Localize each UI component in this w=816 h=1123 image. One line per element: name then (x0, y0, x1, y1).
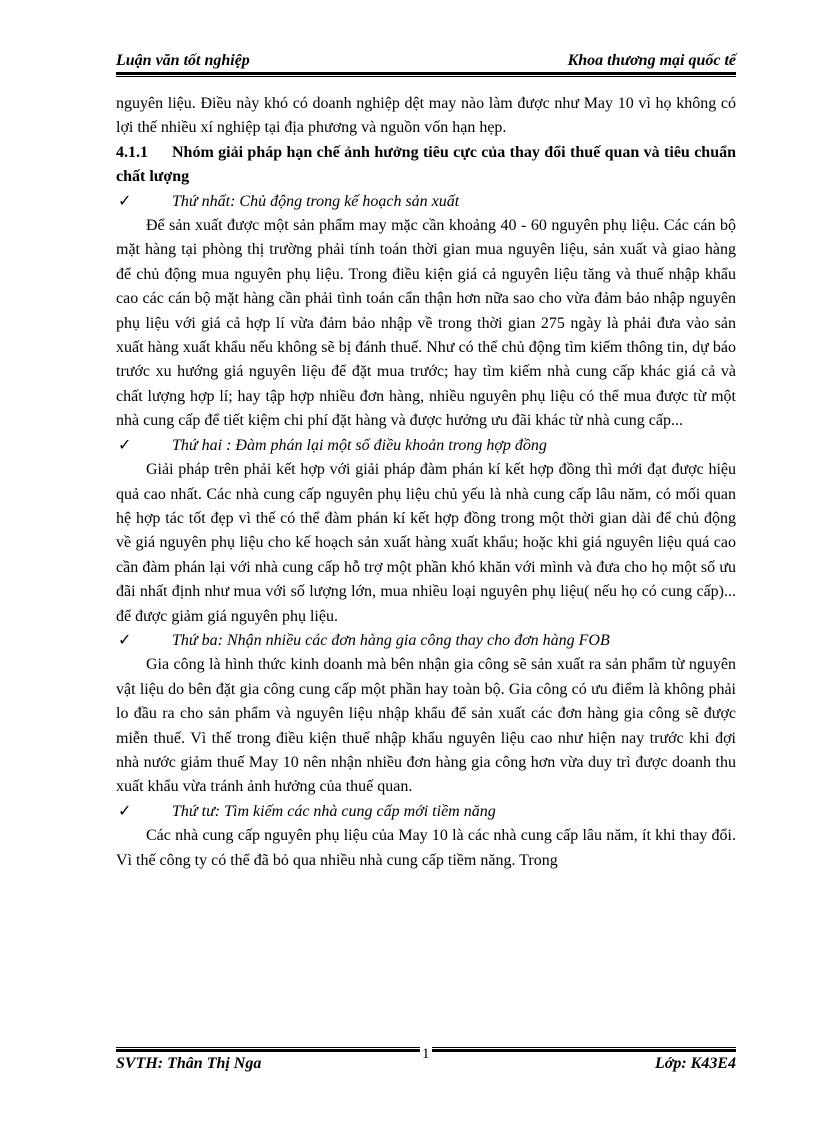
item-heading-4 (116, 800, 736, 824)
header-faculty-label: Khoa thương mại quốc tế (567, 52, 736, 69)
section-heading (116, 141, 736, 190)
item-title-1: Thứ nhất: Chủ động trong kế hoạch sản xuất (172, 192, 460, 210)
item-heading-2 (116, 434, 736, 458)
page-body (116, 92, 736, 873)
section-title: Nhóm giải pháp hạn chế ảnh hưởng tiêu cực của thay đổi thuế quan và tiêu chuẩn chất lượng (116, 143, 736, 186)
item-heading-1 (116, 190, 736, 214)
page-number: 1 (422, 1046, 430, 1062)
item-body-1: Để sản xuất được một sản phẩm may mặc cần khoảng 40 - 60 nguyên phụ liệu. Các cán bộ mặt hàng tại phòng thị trường phải tính toán thời gian mua nguyên liệu, sản xuất và giao hàng để chủ động mua nguyên phụ liệu. Trong điều kiện giá cả nguyên liệu tăng và thuế nhập khẩu cao các cán bộ mặt hàng cần phải tình toán cẩn thận hơn nữa sao cho vừa đảm bảo nhập nguyên phụ liệu với giá cả hợp lí vừa đảm bảo nhập về trong thời gian 275 ngày là phải đưa vào sản xuất hàng xuất khẩu nếu không sẽ bị đánh thuế. Như có thể chủ động tìm kiếm thông tin, dự báo trước xu hướng giá nguyên liệu để đặt mua trước; hay tìm kiếm nhà cung cấp khác giá cả và chất lượng hợp lí; hay tập hợp nhiều đơn hàng, nhiều nguyên phụ liệu có thể mua được từ một nhà cung cấp để tiết kiệm chi phí đặt hàng và được hưởng ưu đãi khác từ nhà cung cấp... (116, 217, 736, 430)
footer-student-label: SVTH: Thân Thị Nga (116, 1055, 262, 1072)
intro-paragraph: nguyên liệu. Điều này khó có doanh nghiệp dệt may nào làm được như May 10 vì họ không có lợi thế nhiều xí nghiệp tại địa phương và nguồn vốn hạn hẹp. (116, 95, 736, 137)
item-title-2: Thứ hai : Đàm phán lại một số điều khoản trong hợp đồng (172, 436, 547, 454)
checkmark-icon: ✓ (118, 436, 132, 454)
page-footer (116, 1055, 736, 1077)
page-header (116, 48, 736, 70)
checkmark-icon: ✓ (118, 631, 132, 649)
checkmark-icon: ✓ (118, 802, 132, 820)
header-thesis-label: Luận văn tốt nghiệp (116, 52, 250, 69)
footer-class-label: Lớp: K43E4 (654, 1055, 736, 1072)
checkmark-icon: ✓ (118, 192, 132, 210)
section-number: 4.1.1 (116, 143, 148, 161)
item-title-4: Thứ tư: Tìm kiếm các nhà cung cấp mới tiềm năng (172, 802, 496, 820)
item-title-3: Thứ ba: Nhận nhiều các đơn hàng gia công thay cho đơn hàng FOB (172, 631, 610, 649)
item-body-4: Các nhà cung cấp nguyên phụ liệu của May 10 là các nhà cung cấp lâu năm, ít khi thay đổi. Vì thế công ty có thể đã bỏ qua nhiều nhà cung cấp tiềm năng. Trong (116, 827, 736, 869)
item-body-3: Gia công là hình thức kinh doanh mà bên nhận gia công sẽ sản xuất ra sản phẩm từ nguyên vật liệu do bên đặt gia công cung cấp một phần hay toàn bộ. Gia công có ưu điểm là không phải lo đầu ra cho sản phẩm và nguyên liệu nhập khẩu để sản xuất các đơn hàng gia công sẽ được miễn thuế. Vì thế trong điều kiện thuế nhập khẩu nguyên liệu cao như hiện nay trước khi đợi nhà nước giảm thuế May 10 nên nhận nhiều đơn hàng gia công hơn vừa duy trì được doanh thu xuất khẩu vừa tránh ảnh hưởng của thuế quan. (116, 656, 736, 796)
item-heading-3 (116, 629, 736, 653)
item-body-2: Giải pháp trên phải kết hợp với giải pháp đàm phán kí kết hợp đồng thì mới đạt được hiệu quả cao nhất. Các nhà cung cấp nguyên phụ liệu chủ yếu là nhà cung cấp lâu năm, có mối quan hệ hợp tác tốt đẹp vì thế có thể đàm phán kí kết hợp đồng trong một thời gian dài để chủ động về giá nguyên phụ liệu cho kế hoạch sản xuất hàng xuất khẩu; hoặc khi giá nguyên liệu quá cao cần đàm phán lại với nhà cung cấp hỗ trợ một phần khó khăn với mình và đưa cho họ một số ưu đãi nhất định như mua với số lượng lớn, mua nhiều loại nguyên phụ liệu( nếu họ có cung cấp)... để được giảm giá nguyên phụ liệu. (116, 461, 736, 625)
header-divider (116, 72, 736, 77)
